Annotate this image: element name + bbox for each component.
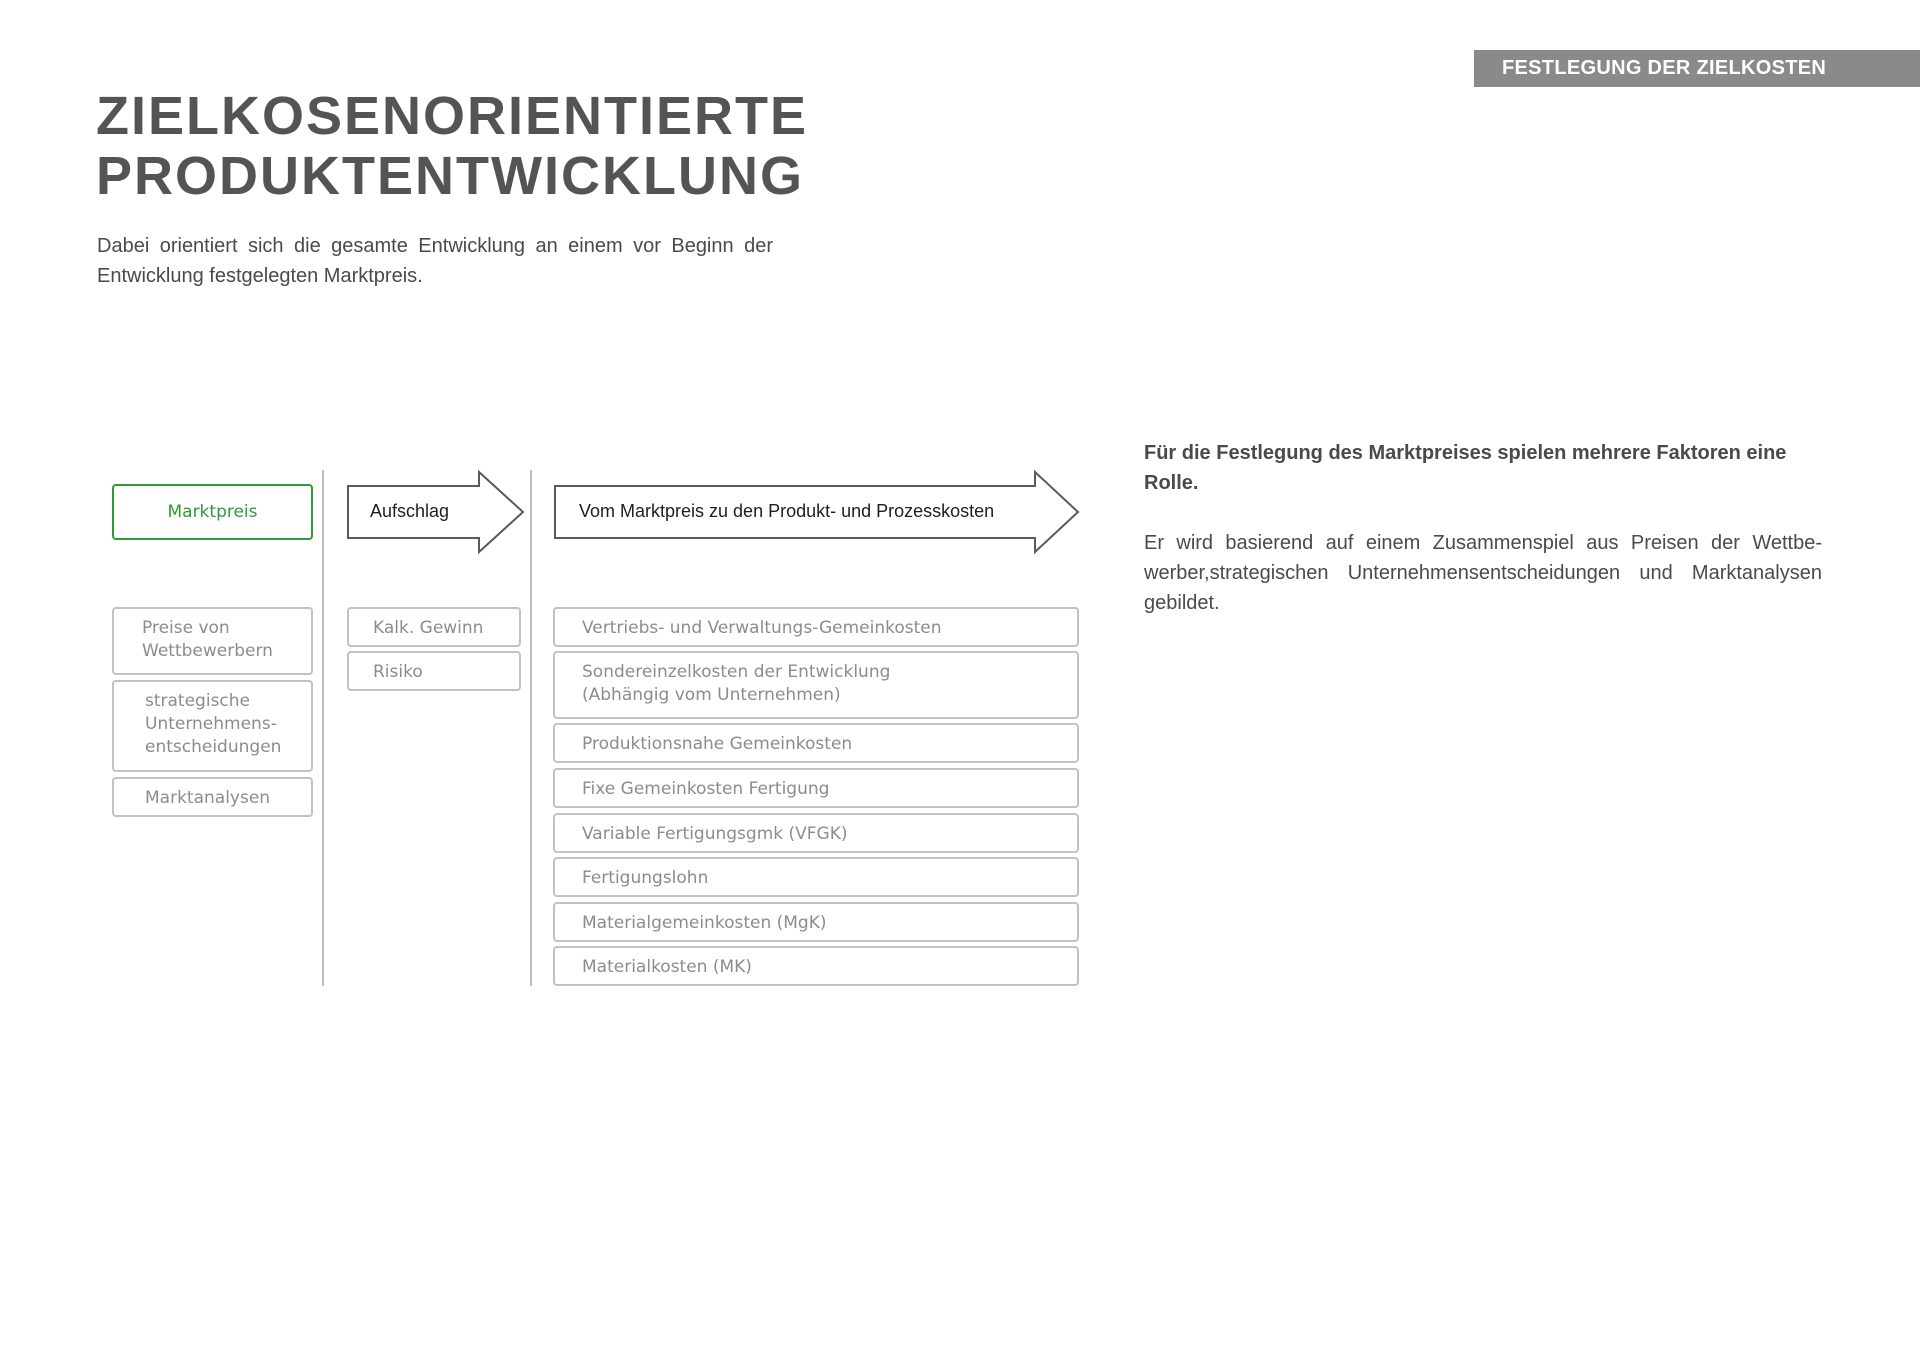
markup-box <box>347 651 521 691</box>
cost-box <box>553 902 1079 942</box>
kosten-arrow-label: Vom Marktpreis zu den Produkt- und Prozesskosten <box>579 501 995 521</box>
page-title-line-1: ZIELKOSENORIENTIERTE <box>96 86 809 146</box>
markup-label: Risiko <box>373 662 423 682</box>
cost-label: Produktionsnahe Gemeinkosten <box>582 734 853 754</box>
kosten-arrow <box>553 470 1081 554</box>
factor-box <box>112 607 313 675</box>
aufschlag-label: Aufschlag <box>370 501 450 521</box>
cost-box <box>553 857 1079 897</box>
cost-label: Fixe Gemeinkosten Fertigung <box>582 779 830 799</box>
factor-label: Preise von Wettbewerbern <box>142 618 273 661</box>
sidebar-lead: Für die Festlegung des Marktpreises spielen mehrere Faktoren eine Rolle. <box>1144 442 1787 494</box>
intro-text: Dabei orientiert sich die gesamte Entwicklung an einem vor Beginn der Entwicklung festgelegten Marktpreis. <box>97 235 773 287</box>
factor-label: strategische Unternehmens- entscheidungen <box>145 691 282 757</box>
marktpreis-box <box>112 484 313 540</box>
aufschlag-arrow <box>346 470 526 554</box>
cost-label: Variable Fertigungsgmk (VFGK) <box>582 824 848 844</box>
cost-box <box>553 768 1079 808</box>
column-divider-2 <box>530 470 532 986</box>
sidebar-text <box>1144 438 1822 618</box>
cost-label: Materialgemeinkosten (MgK) <box>582 913 827 933</box>
cost-box <box>553 607 1079 647</box>
factor-box <box>112 777 313 817</box>
cost-box <box>553 813 1079 853</box>
cost-box <box>553 723 1079 763</box>
cost-label: Vertriebs- und Verwaltungs-Gemeinkosten <box>582 618 942 638</box>
cost-label: Materialkosten (MK) <box>582 957 752 977</box>
cost-box <box>553 946 1079 986</box>
markup-label: Kalk. Gewinn <box>373 618 484 638</box>
factor-box <box>112 680 313 772</box>
page-title <box>96 86 808 206</box>
cost-label: Sondereinzelkosten der Entwicklung (Abhängig vom Unternehmen) <box>582 662 891 705</box>
column-divider-1 <box>322 470 324 986</box>
page-title-line-2: PRODUKTENTWICKLUNG <box>96 146 804 206</box>
sidebar-body: Er wird basierend auf einem Zusammenspiel aus Preisen der Wettbe-werber,strategischen Unternehmensentscheidungen und Marktanalysen gebildet. <box>1144 532 1822 614</box>
section-tag: FESTLEGUNG DER ZIELKOSTEN <box>1474 50 1920 87</box>
factor-label: Marktanalysen <box>145 788 271 808</box>
markup-box <box>347 607 521 647</box>
cost-label: Fertigungslohn <box>582 868 709 888</box>
marktpreis-label: Marktpreis <box>167 501 258 522</box>
cost-box <box>553 651 1079 719</box>
